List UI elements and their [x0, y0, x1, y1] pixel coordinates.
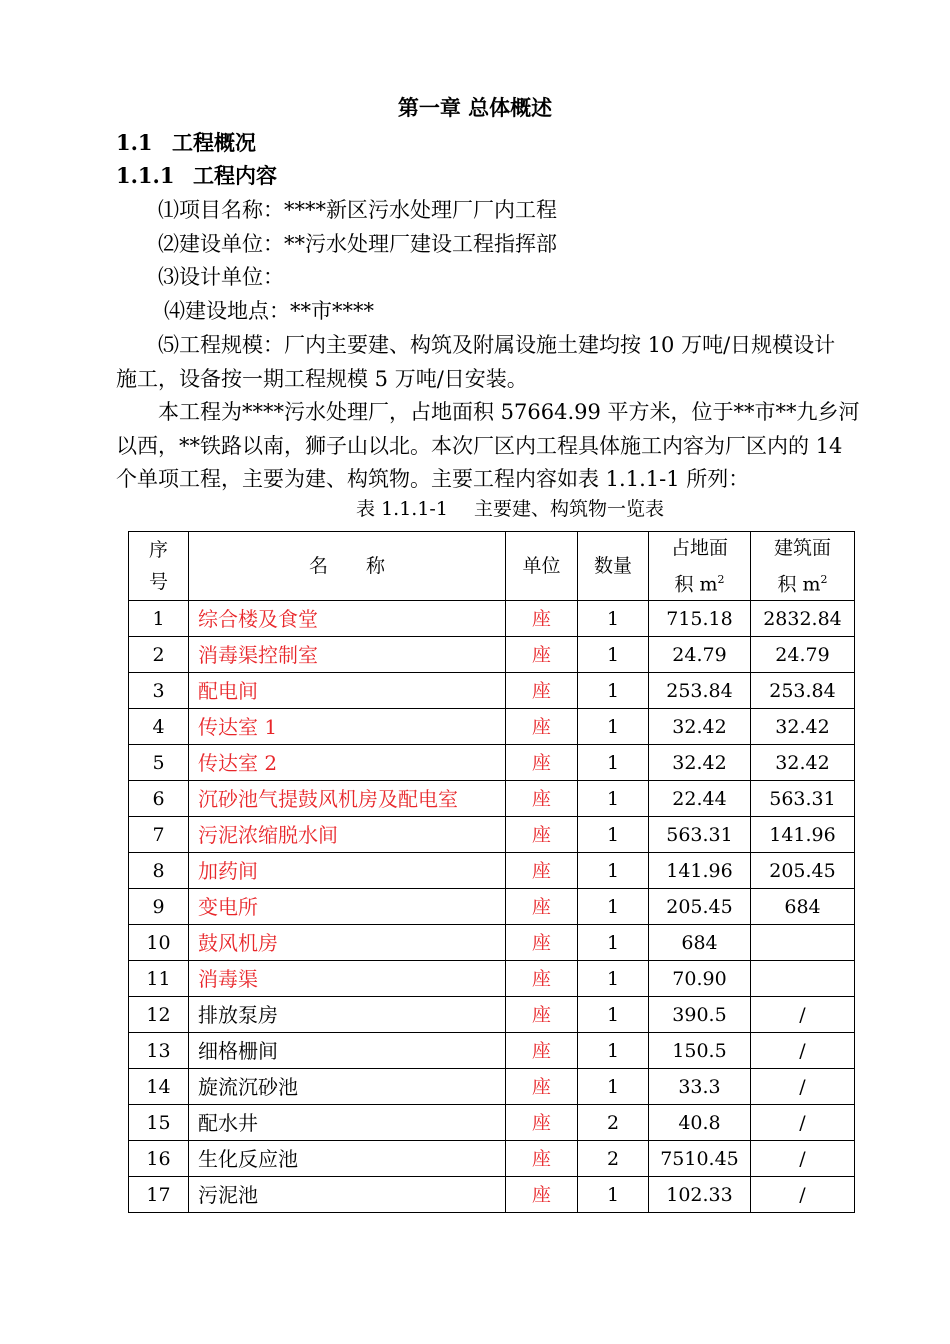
cell-footprint-area: 22.44	[649, 781, 751, 817]
item-location: ⑷建设地点：**市****	[164, 299, 374, 323]
cell-seq: 4	[129, 709, 189, 745]
cell-building-area: /	[751, 1069, 855, 1105]
cell-building-area: 2832.84	[751, 601, 855, 637]
cell-building-area: 32.42	[751, 709, 855, 745]
cell-footprint-area: 563.31	[649, 817, 751, 853]
cell-seq: 11	[129, 961, 189, 997]
cell-unit: 座	[506, 889, 578, 925]
cell-unit: 座	[506, 853, 578, 889]
table-row	[129, 1105, 855, 1141]
cell-unit: 座	[506, 1069, 578, 1105]
table-caption	[0, 495, 950, 523]
table-row	[129, 925, 855, 961]
table-row	[129, 601, 855, 637]
cell-footprint-area: 141.96	[649, 853, 751, 889]
cell-unit: 座	[506, 709, 578, 745]
cell-footprint-area: 33.3	[649, 1069, 751, 1105]
cell-unit: 座	[506, 781, 578, 817]
cell-qty: 2	[578, 1105, 649, 1141]
paragraph-line: 以西，**铁路以南，狮子山以北。本次厂区内工程具体施工内容为厂区内的 14	[116, 434, 843, 458]
subsection-heading	[116, 161, 277, 191]
table-row	[129, 1069, 855, 1105]
header-building-area: 建筑面 积 $m^2$	[751, 532, 855, 601]
cell-name: 沉砂池气提鼓风机房及配电室	[189, 781, 506, 817]
cell-unit: 座	[506, 745, 578, 781]
cell-name: 生化反应池	[189, 1141, 506, 1177]
table-header-row	[129, 532, 855, 601]
cell-building-area	[751, 925, 855, 961]
header-seq: 序 号	[129, 532, 189, 601]
paragraph-line: 个单项工程，主要为建、构筑物。主要工程内容如表 1.1.1-1 所列：	[116, 467, 750, 491]
cell-seq: 15	[129, 1105, 189, 1141]
cell-name: 细格栅间	[189, 1033, 506, 1069]
cell-seq: 12	[129, 997, 189, 1033]
cell-name: 排放泵房	[189, 997, 506, 1033]
cell-building-area: /	[751, 1033, 855, 1069]
cell-building-area: /	[751, 1141, 855, 1177]
table-caption-number: 表 1.1.1-1	[356, 498, 448, 520]
cell-qty: 2	[578, 1141, 649, 1177]
cell-unit: 座	[506, 1033, 578, 1069]
cell-building-area: /	[751, 997, 855, 1033]
cell-footprint-area: 7510.45	[649, 1141, 751, 1177]
cell-name: 鼓风机房	[189, 925, 506, 961]
table-row	[129, 997, 855, 1033]
cell-building-area: /	[751, 1177, 855, 1213]
table-row	[129, 1141, 855, 1177]
cell-footprint-area: 40.8	[649, 1105, 751, 1141]
cell-building-area: /	[751, 1105, 855, 1141]
cell-unit: 座	[506, 1177, 578, 1213]
cell-seq: 17	[129, 1177, 189, 1213]
cell-name: 污泥池	[189, 1177, 506, 1213]
cell-footprint-area: 253.84	[649, 673, 751, 709]
cell-seq: 8	[129, 853, 189, 889]
cell-footprint-area: 715.18	[649, 601, 751, 637]
cell-seq: 5	[129, 745, 189, 781]
cell-footprint-area: 32.42	[649, 709, 751, 745]
cell-name: 配电间	[189, 673, 506, 709]
cell-building-area: 24.79	[751, 637, 855, 673]
cell-unit: 座	[506, 961, 578, 997]
item-design-unit: ⑶设计单位：	[158, 265, 284, 289]
cell-qty: 1	[578, 889, 649, 925]
cell-unit: 座	[506, 1141, 578, 1177]
cell-seq: 1	[129, 601, 189, 637]
subsection-title: 工程内容	[193, 163, 277, 188]
cell-name: 加药间	[189, 853, 506, 889]
section-heading	[116, 128, 256, 158]
header-name: 名 称	[189, 532, 506, 601]
cell-building-area: 32.42	[751, 745, 855, 781]
header-unit: 单位	[506, 532, 578, 601]
cell-seq: 2	[129, 637, 189, 673]
table-row	[129, 745, 855, 781]
chapter-title: 第一章 总体概述	[397, 95, 553, 120]
header-qty: 数量	[578, 532, 649, 601]
cell-building-area: 684	[751, 889, 855, 925]
cell-building-area: 253.84	[751, 673, 855, 709]
cell-seq: 14	[129, 1069, 189, 1105]
buildings-table	[128, 531, 855, 1213]
cell-building-area: 205.45	[751, 853, 855, 889]
cell-seq: 6	[129, 781, 189, 817]
cell-qty: 1	[578, 961, 649, 997]
cell-footprint-area: 32.42	[649, 745, 751, 781]
cell-footprint-area: 684	[649, 925, 751, 961]
cell-name: 配水井	[189, 1105, 506, 1141]
cell-name: 综合楼及食堂	[189, 601, 506, 637]
cell-unit: 座	[506, 637, 578, 673]
table-row	[129, 853, 855, 889]
cell-qty: 1	[578, 1177, 649, 1213]
cell-qty: 1	[578, 781, 649, 817]
cell-name: 消毒渠控制室	[189, 637, 506, 673]
cell-name: 传达室 1	[189, 709, 506, 745]
cell-footprint-area: 24.79	[649, 637, 751, 673]
cell-name: 变电所	[189, 889, 506, 925]
table-row	[129, 673, 855, 709]
cell-unit: 座	[506, 997, 578, 1033]
cell-qty: 1	[578, 997, 649, 1033]
cell-unit: 座	[506, 817, 578, 853]
table-row	[129, 961, 855, 997]
cell-seq: 10	[129, 925, 189, 961]
cell-qty: 1	[578, 817, 649, 853]
cell-seq: 7	[129, 817, 189, 853]
cell-footprint-area: 390.5	[649, 997, 751, 1033]
cell-name: 污泥浓缩脱水间	[189, 817, 506, 853]
table-row	[129, 709, 855, 745]
cell-building-area: 141.96	[751, 817, 855, 853]
header-footprint-area: 占地面 积 $m^2$	[649, 532, 751, 601]
item-construction-unit: ⑵建设单位：**污水处理厂建设工程指挥部	[158, 232, 557, 256]
item-scale-cont: 施工，设备按一期工程规模 5 万吨/日安装。	[116, 367, 528, 391]
table-caption-title: 主要建、构筑物一览表	[473, 498, 664, 520]
item-project-name: ⑴项目名称：****新区污水处理厂厂内工程	[158, 198, 557, 222]
paragraph-line: 本工程为****污水处理厂，占地面积 57664.99 平方米，位于**市**九乡河	[158, 400, 860, 424]
cell-qty: 1	[578, 673, 649, 709]
cell-qty: 1	[578, 1033, 649, 1069]
cell-seq: 3	[129, 673, 189, 709]
cell-unit: 座	[506, 601, 578, 637]
cell-building-area: 563.31	[751, 781, 855, 817]
cell-qty: 1	[578, 1069, 649, 1105]
table-row	[129, 1033, 855, 1069]
table-row	[129, 817, 855, 853]
cell-name: 传达室 2	[189, 745, 506, 781]
section-title: 工程概况	[172, 130, 256, 155]
item-scale: ⑸工程规模：厂内主要建、构筑及附属设施土建均按 10 万吨/日规模设计	[158, 333, 836, 357]
cell-seq: 16	[129, 1141, 189, 1177]
cell-seq: 9	[129, 889, 189, 925]
cell-qty: 1	[578, 925, 649, 961]
cell-unit: 座	[506, 1105, 578, 1141]
section-number: 1.1	[116, 130, 153, 155]
table-body	[129, 601, 855, 1213]
table-row	[129, 889, 855, 925]
cell-qty: 1	[578, 853, 649, 889]
cell-building-area	[751, 961, 855, 997]
cell-qty: 1	[578, 601, 649, 637]
cell-qty: 1	[578, 637, 649, 673]
table-row	[129, 1177, 855, 1213]
cell-footprint-area: 205.45	[649, 889, 751, 925]
cell-footprint-area: 70.90	[649, 961, 751, 997]
cell-unit: 座	[506, 925, 578, 961]
cell-name: 消毒渠	[189, 961, 506, 997]
cell-unit: 座	[506, 673, 578, 709]
cell-footprint-area: 102.33	[649, 1177, 751, 1213]
table-row	[129, 637, 855, 673]
table-row	[129, 781, 855, 817]
cell-qty: 1	[578, 745, 649, 781]
cell-name: 旋流沉砂池	[189, 1069, 506, 1105]
cell-seq: 13	[129, 1033, 189, 1069]
cell-footprint-area: 150.5	[649, 1033, 751, 1069]
subsection-number: 1.1.1	[116, 163, 175, 188]
cell-qty: 1	[578, 709, 649, 745]
